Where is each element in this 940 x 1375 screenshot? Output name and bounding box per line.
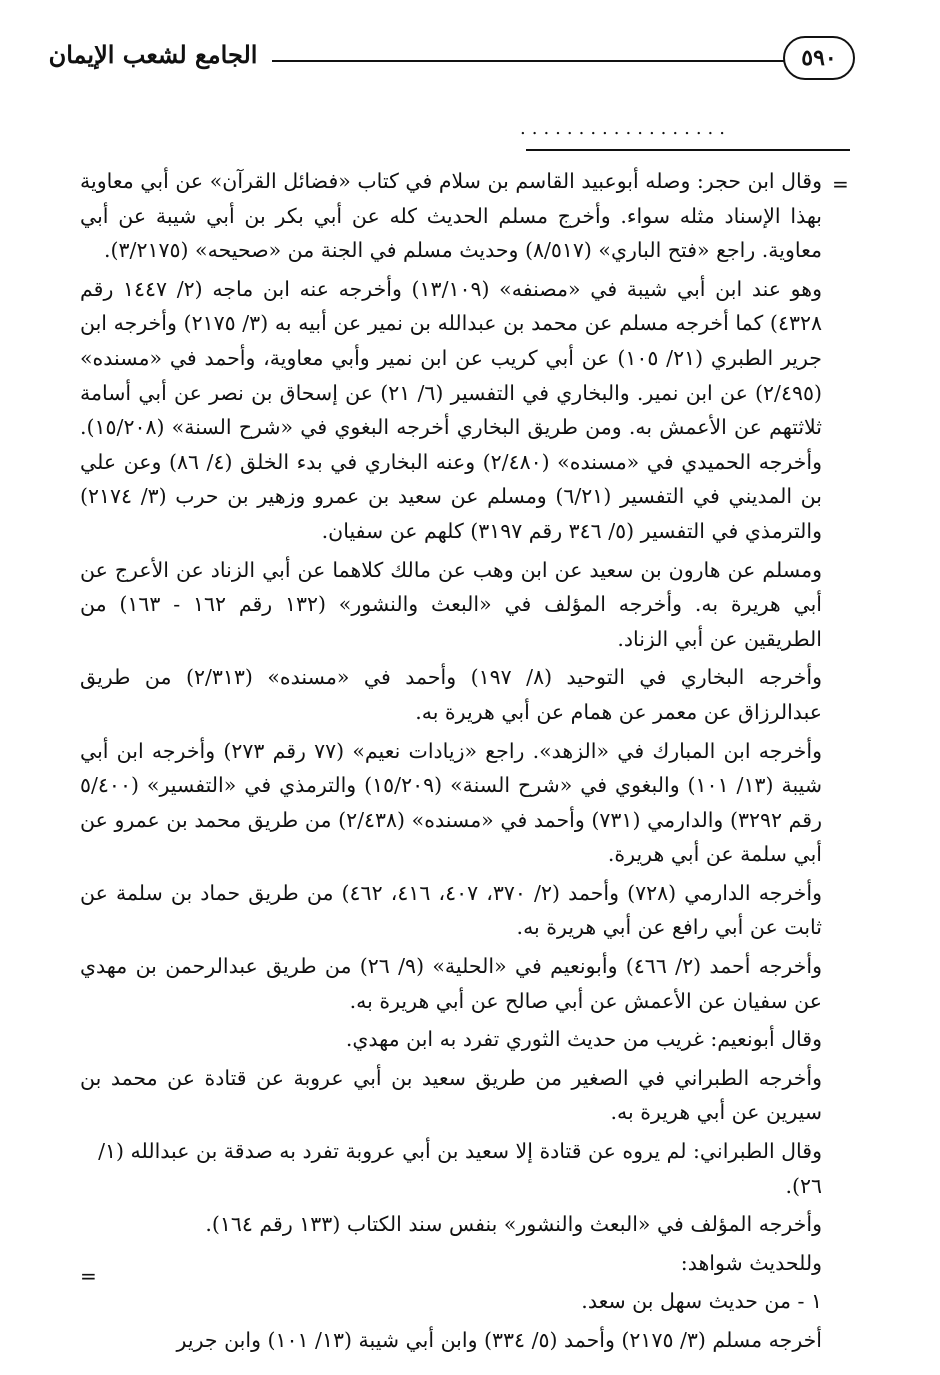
header-rule (272, 60, 784, 62)
running-header (0, 30, 940, 90)
paragraph-tabarani: وأخرجه الطبراني في الصغير من طريق سعيد بن أبي عروبة عن قتادة عن محمد بن سيرين عن أبي هريرة به. (80, 1065, 822, 1125)
continuation-mark-bottom: = (80, 1264, 97, 1288)
paragraph-muslim-ahmad: أخرجه مسلم (٣/ ٢١٧٥) وأحمد (٥/ ٣٣٤) وابن أبي شيبة (١٣/ ١٠١) وابن جرير (176, 1328, 822, 1352)
paragraph-darimi: وأخرجه الدارمي (٧٢٨) وأحمد (٢/ ٣٧٠، ٤٠٧، ٤١٦، ٤٦٢) من طريق حماد بن سلمة عن ثابت عن أبي رافع عن أبي هريرة به. (80, 880, 822, 940)
page-number: ٥٩٠ (783, 36, 855, 80)
paragraph-muslim-harun: ومسلم عن هارون بن سعيد عن ابن وهب عن مالك كلاهما عن أبي الزناد عن الأعرج عن أبي هريرة به. وأخرجه المؤلف في «البعث والنشور» (١٣٢ رقم ١٦٢ - ١٦٣) من الطريقين عن أبي الزناد. (80, 557, 822, 651)
footnote-text (80, 164, 822, 1364)
continuation-mark-top: = (832, 172, 849, 196)
paragraph-author-bath: وأخرجه المؤلف في «البعث والنشور» بنفس سند الكتاب (١٣٣ رقم ١٦٤). (205, 1212, 822, 1237)
paragraph-ahmad-abu-nuaym: وأخرجه أحمد (٢/ ٤٦٦) وأبونعيم في «الحلية» (٩/ ٢٦) من طريق عبدالرحمن بن مهدي عن سفيان عن الأعمش عن أبي صالح عن أبي هريرة به. (80, 954, 822, 1013)
paragraph-shawahid-heading: وللحديث شواهد: (680, 1250, 822, 1275)
book-title: الجامع لشعب الإيمان (48, 40, 258, 69)
separator-dots: .................. (520, 118, 731, 139)
paragraph-tabarani-comment: وقال الطبراني: لم يروه عن قتادة إلا سعيد بن أبي عروبة تفرد به صدقة بن عبدالله (١/ ٢٦). (98, 1139, 822, 1198)
paragraph-abu-nuaym-comment: وقال أبونعيم: غريب من حديث الثوري تفرد به ابن مهدي. (345, 1027, 822, 1052)
paragraph-ibn-al-mubarak: وأخرجه ابن المبارك في «الزهد». راجع «زيادات نعيم» (٧٧ رقم ٢٧٣) وأخرجه ابن أبي شيبة (١٣/ ١٠١) والبغوي في «شرح السنة» (١٥/٢٠٩) والترمذي في «التفسير» (٥/٤٠٠ رقم ٣٢٩٢) والدارمي (٧٣١) وأحمد في «مسنده» (٢/٤٣٨) من طريق محمد بن عمرو عن أبي سلمة عن أبي هريرة. (80, 738, 822, 867)
paragraph-ibn-hajar: وقال ابن حجر: وصله أبوعبيد القاسم بن سلام في كتاب «فضائل القرآن» عن أبي معاوية بهذا الإسناد مثله سواء. وأخرج مسلم الحديث كله عن أبي بكر بن أبي شيبة عن أبي معاوية. راجع «فتح الباري» (٨/٥١٧) وحديث مسلم في الجنة من «صحيحه» (٣/٢١٧٥). (80, 169, 822, 263)
paragraph-ibn-abi-shaybah: وهو عند ابن أبي شيبة في «مصنفه» (١٣/١٠٩) وأخرجه عنه ابن ماجه (٢/ ١٤٤٧ رقم ٤٣٢٨) كما أخرجه مسلم عن محمد بن عبدالله بن نمير عن أبيه به (٣/ ٢١٧٥) وأخرجه ابن جرير الطبري (٢١/ ١٠٥) عن أبي كريب عن ابن نمير وأبي معاوية، وأحمد في «مسنده» (٢/٤٩٥) عن ابن نمير. والبخاري في التفسير (٦/ ٢١) عن إسحاق بن نصر عن أبي أسامة ثلاثتهم عن الأعمش به. ومن طريق البخاري أخرجه البغوي في «شرح السنة» (١٥/٢٠٨). وأخرجه الحميدي في «مسنده» (٢/٤٨٠) وعنه البخاري في بدء الخلق (٤/ ٨٦) وعن علي بن المديني في التفسير (٦/٢١) ومسلم عن سعيد بن عمرو وزهير بن حرب (٣/ ٢١٧٤) والترمذي في التفسير (٥/ ٣٤٦ رقم ٣١٩٧) كلهم عن سفيان. (80, 276, 822, 543)
paragraph-bukhari-tawhid: وأخرجه البخاري في التوحيد (٨/ ١٩٧) وأحمد في «مسنده» (٢/٣١٣) من طريق عبدالرزاق عن معمر عن همام عن أبي هريرة به. (80, 665, 822, 724)
footnote-separator-rule (526, 149, 850, 151)
paragraph-sahl-ibn-sad: ١ - من حديث سهل بن سعد. (581, 1289, 822, 1314)
